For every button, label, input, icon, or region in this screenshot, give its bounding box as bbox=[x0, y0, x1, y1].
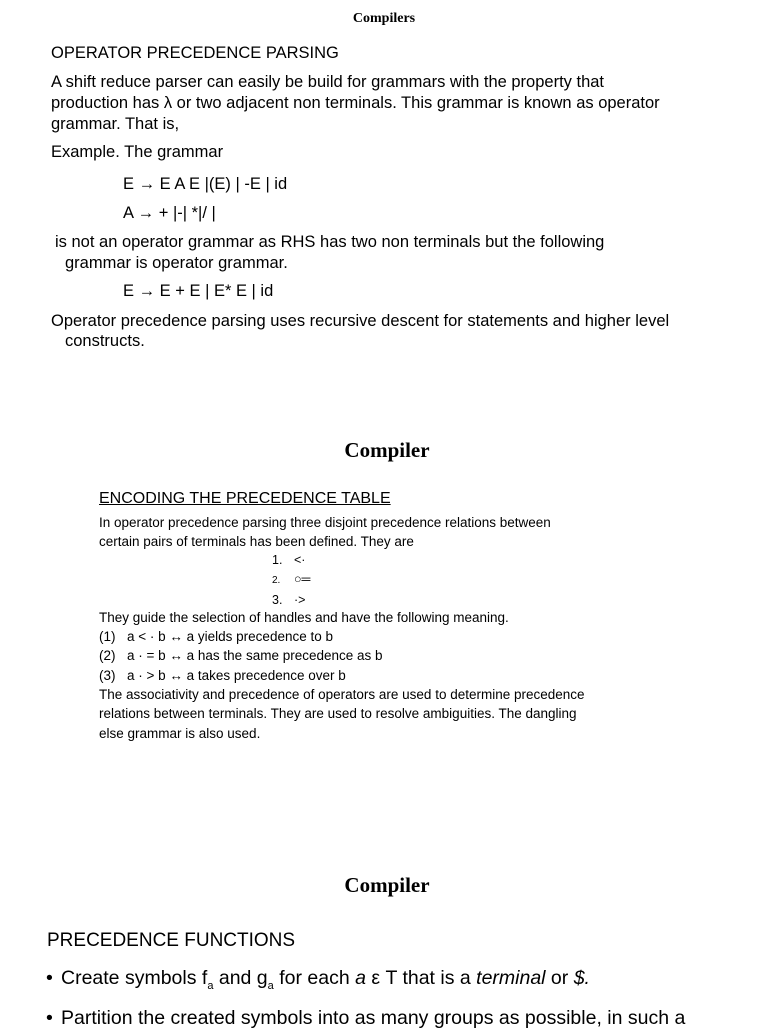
list-number: 3. bbox=[272, 592, 283, 607]
meaning-list bbox=[99, 627, 383, 685]
text-line: A shift reduce parser can easily be build for grammars with the property that bbox=[51, 73, 605, 91]
italic-run: a bbox=[355, 967, 366, 989]
example-label: Example. The grammar bbox=[51, 143, 224, 161]
text-run: ε T that is a bbox=[365, 967, 477, 989]
slide-title: Compiler bbox=[344, 438, 430, 462]
page-header: Compilers bbox=[352, 11, 416, 26]
text-run: and g bbox=[213, 967, 268, 989]
list-number: 2. bbox=[272, 575, 281, 587]
intro-paragraph bbox=[99, 513, 551, 552]
meaning-text: a · = b ↔ a has the same precedence as b bbox=[127, 648, 383, 664]
relation-symbol: ○═ bbox=[294, 572, 311, 587]
intro-paragraph bbox=[51, 72, 731, 135]
text-line: production has λ or two adjacent non terminals. This grammar is known as operator bbox=[51, 94, 660, 112]
grammar-rule: A → + |-| *|/ | bbox=[123, 204, 216, 222]
italic-run: terminal bbox=[476, 967, 546, 989]
list-item bbox=[272, 570, 310, 590]
section-heading: PRECEDENCE FUNCTIONS bbox=[47, 930, 296, 951]
italic-run: $. bbox=[573, 967, 590, 989]
section-heading: OPERATOR PRECEDENCE PARSING bbox=[51, 44, 339, 62]
bullet-list bbox=[46, 962, 685, 1034]
text-run: Create symbols f bbox=[61, 967, 208, 989]
meaning-text: a < · b ↔ a yields precedence to b bbox=[127, 629, 333, 644]
bullet-icon: • bbox=[46, 1007, 53, 1029]
bullet-icon: • bbox=[46, 967, 53, 989]
text-line: They guide the selection of handles and have the following meaning. bbox=[99, 610, 509, 625]
bullet-text: Partition the created symbols into as many groups as possible, in such a bbox=[61, 1007, 686, 1029]
text-line: constructs. bbox=[65, 332, 145, 350]
subscript: a bbox=[207, 980, 214, 992]
relation-symbol: ·> bbox=[294, 592, 306, 607]
slide-title: Compiler bbox=[344, 873, 430, 897]
text-line: grammar is operator grammar. bbox=[65, 254, 288, 272]
grammar-rule: E → E A E |(E) | -E | id bbox=[123, 175, 288, 193]
section-heading: ENCODING THE PRECEDENCE TABLE bbox=[99, 490, 391, 507]
text-line: else grammar is also used. bbox=[99, 725, 261, 741]
text-line: The associativity and precedence of operators are used to determine precedence bbox=[99, 687, 585, 702]
list-item bbox=[99, 627, 383, 646]
meaning-text: a · > b ↔ a takes precedence over b bbox=[127, 667, 346, 683]
bullet-item bbox=[46, 962, 685, 1002]
text-line: certain pairs of terminals has been defined. They are bbox=[99, 534, 414, 550]
relation-symbol: <· bbox=[294, 553, 306, 567]
grammar-rule: E → E + E | E* E | id bbox=[123, 282, 274, 300]
list-item bbox=[99, 666, 383, 685]
list-number: 1. bbox=[272, 553, 283, 567]
list-item bbox=[99, 646, 383, 665]
list-number: (2) bbox=[99, 648, 116, 664]
list-number: (3) bbox=[99, 667, 116, 683]
text-line: is not an operator grammar as RHS has two non terminals but the following bbox=[55, 233, 605, 251]
text-line: Operator precedence parsing uses recursive descent for statements and higher level bbox=[51, 312, 670, 330]
list-number: (1) bbox=[99, 629, 116, 644]
assoc-paragraph bbox=[99, 685, 585, 743]
text-run: or bbox=[545, 967, 574, 989]
bullet-item bbox=[46, 1002, 685, 1034]
text-line: grammar. That is, bbox=[51, 115, 180, 133]
list-item bbox=[272, 551, 310, 570]
text-run: for each bbox=[273, 967, 356, 989]
text-line: In operator precedence parsing three disjoint precedence relations between bbox=[99, 515, 551, 530]
subscript: a bbox=[267, 980, 274, 992]
bullet-text bbox=[61, 967, 590, 992]
text-line: relations between terminals. They are used to resolve ambiguities. The dangling bbox=[99, 706, 577, 722]
relation-list bbox=[272, 551, 310, 610]
